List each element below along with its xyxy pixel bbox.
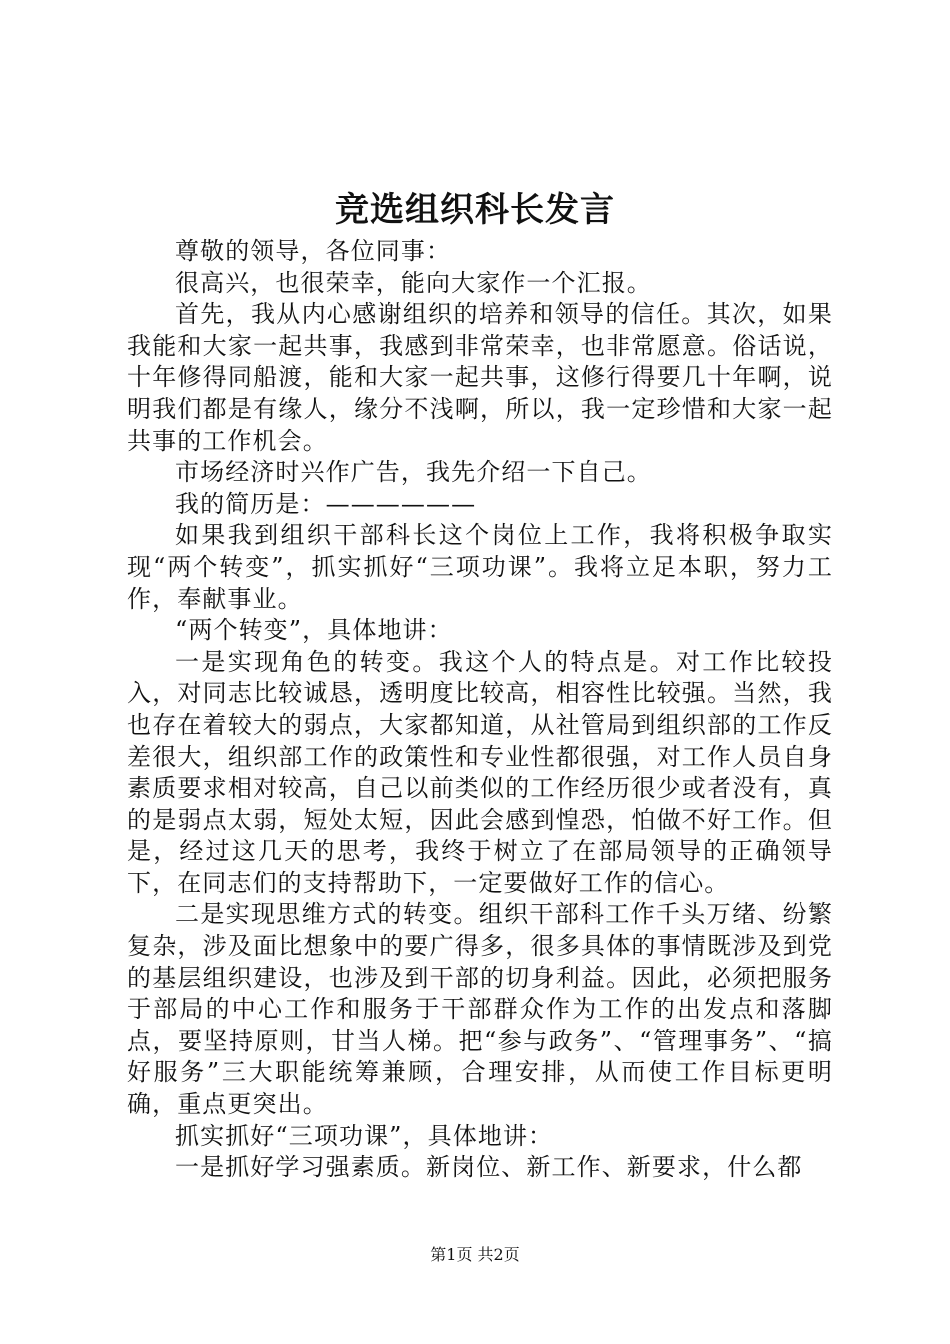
paragraph-greeting: 很高兴，也很荣幸，能向大家作一个汇报。 — [175, 268, 652, 297]
paragraph-goal: 如果我到组织干部科长这个岗位上工作，我将积极争取实现“两个转变”，抓实抓好“三项功课”。我将立足本职，努力工作，奉献事业。 — [127, 521, 833, 613]
paragraph-three-lessons-heading: 抓实抓好“三项功课”，具体地讲： — [175, 1121, 554, 1150]
document-body — [127, 236, 833, 1184]
paragraph-salutation: 尊敬的领导，各位同事： — [175, 237, 452, 265]
paragraph-self-intro: 市场经济时兴作广告，我先介绍一下自己。 — [175, 458, 652, 487]
paragraph-role-change: 一是实现角色的转变。我这个人的特点是。对工作比较投入，对同志比较诚恳，透明度比较高，相容性比较强。当然，我也存在着较大的弱点，大家都知道，从社管局到组织部的工作反差很大，组织部工作的政策性和专业性都很强，对工作人员自身素质要求相对较高，自己以前类似的工作经历很少或者没有，真的是弱点太弱，短处太短，因此会感到惶恐，怕做不好工作。但是，经过这几天的思考，我终于树立了在部局领导的正确领导下，在同志们的支持帮助下，一定要做好工作的信心。 — [127, 647, 833, 897]
paragraph-study: 一是抓好学习强素质。新岗位、新工作、新要求，什么都 — [175, 1153, 803, 1182]
paragraph-thanks: 首先，我从内心感谢组织的培养和领导的信任。其次，如果我能和大家一起共事，我感到非常荣幸，也非常愿意。俗话说，十年修得同船渡，能和大家一起共事，这修行得要几十年啊，说明我们都是有缘人，缘分不浅啊，所以，我一定珍惜和大家一起共事的工作机会。 — [127, 300, 833, 455]
paragraph-resume: 我的简历是：—————— — [175, 489, 477, 518]
paragraph-thinking-change: 二是实现思维方式的转变。组织干部科工作千头万绪、纷繁复杂，涉及面比想象中的要广得多，很多具体的事情既涉及到党的基层组织建设，也涉及到干部的切身利益。因此，必须把服务于部局的中心工作和服务于干部群众作为工作的出发点和落脚点，要坚持原则，甘当人梯。把“参与政务”、“管理事务”、“搞好服务”三大职能统筹兼顾，合理安排，从而使工作目标更明确，重点更突出。 — [127, 900, 833, 1119]
page-footer: 第1页 共2页 — [430, 1245, 520, 1264]
paragraph-two-changes-heading: “两个转变”，具体地讲： — [175, 616, 453, 645]
document-title: 竞选组织科长发言 — [335, 190, 615, 230]
